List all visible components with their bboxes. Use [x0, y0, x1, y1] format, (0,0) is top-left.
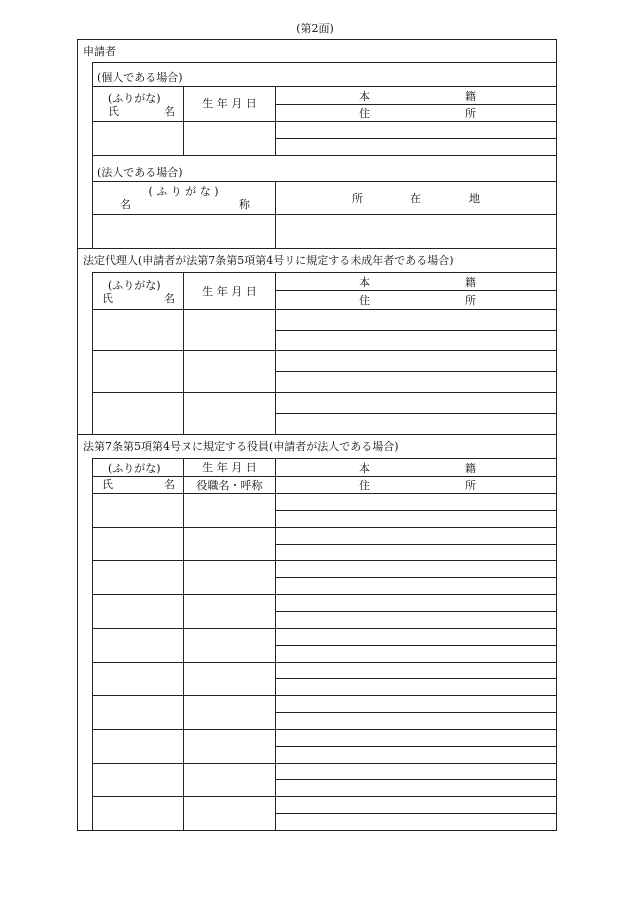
individual-birth-label: 生 年 月 日	[202, 97, 257, 110]
officers-address-label-2: 所	[465, 479, 476, 492]
legal-rep-address-label-1: 住	[359, 294, 370, 307]
officers-furigana-label: (ふりがな)	[108, 462, 161, 475]
officers-heading: 法第7条第5項第4号ヌに規定する役員(申請者が法人である場合)	[83, 440, 399, 453]
legal-rep-name-label-1: 氏	[102, 292, 113, 305]
officers-name-label-2: 名	[164, 478, 175, 491]
officer-row-subline	[275, 577, 557, 578]
legal-rep-name-label-2: 名	[164, 292, 175, 305]
officer-row-line	[92, 594, 557, 595]
individual-furigana-label: (ふりがな)	[108, 92, 161, 105]
corporate-name-label-2: 称	[239, 198, 250, 211]
page-label: (第2面)	[296, 22, 334, 35]
officers-domicile-label-1: 本	[359, 462, 370, 475]
individual-heading: (個人である場合)	[97, 71, 183, 84]
individual-address-label-1: 住	[359, 107, 370, 120]
officer-row-line	[92, 796, 557, 797]
officers-domicile-label-2: 籍	[465, 462, 476, 475]
officer-row-line	[92, 628, 557, 629]
individual-domicile-label-2: 籍	[465, 90, 476, 103]
officer-row-subline	[275, 544, 557, 545]
officer-row-subline	[275, 712, 557, 713]
legal-rep-address-label-2: 所	[465, 294, 476, 307]
individual-name-label-2: 名	[164, 105, 175, 118]
officer-row-line	[92, 527, 557, 528]
corporate-furigana-label: ( ふ り が な )	[148, 185, 219, 198]
officer-row-subline	[275, 611, 557, 612]
legal-rep-furigana-label: (ふりがな)	[108, 279, 161, 292]
corporate-name-label-1: 名	[120, 198, 131, 211]
officer-row-subline	[275, 510, 557, 511]
officer-row-subline	[275, 813, 557, 814]
officer-row-line	[92, 729, 557, 730]
legal-rep-domicile-label-1: 本	[359, 276, 370, 289]
legal-rep-domicile-label-2: 籍	[465, 276, 476, 289]
officer-row-line	[92, 560, 557, 561]
individual-domicile-label-1: 本	[359, 90, 370, 103]
officers-name-label-1: 氏	[102, 478, 113, 491]
corporate-location-label-1: 所	[352, 192, 363, 205]
officers-birth-label: 生 年 月 日	[202, 461, 257, 474]
legal-rep-birth-label: 生 年 月 日	[202, 285, 257, 298]
officer-row-line	[92, 695, 557, 696]
officer-row-subline	[275, 645, 557, 646]
officer-row-subline	[275, 678, 557, 679]
applicant-heading: 申請者	[83, 45, 116, 58]
officers-address-label-1: 住	[359, 479, 370, 492]
officer-row-subline	[275, 779, 557, 780]
corporate-location-label-3: 地	[469, 192, 480, 205]
individual-address-label-2: 所	[465, 107, 476, 120]
corporate-heading: (法人である場合)	[97, 166, 183, 179]
individual-name-label-1: 氏	[108, 105, 119, 118]
corporate-location-label-2: 在	[410, 192, 421, 205]
officer-row-line	[92, 662, 557, 663]
officers-title-label: 役職名・呼称	[196, 479, 263, 492]
officer-row-line	[92, 763, 557, 764]
legal-rep-heading: 法定代理人(申請者が法第7条第5項第4号リに規定する未成年者である場合)	[83, 254, 454, 267]
officer-row-subline	[275, 746, 557, 747]
